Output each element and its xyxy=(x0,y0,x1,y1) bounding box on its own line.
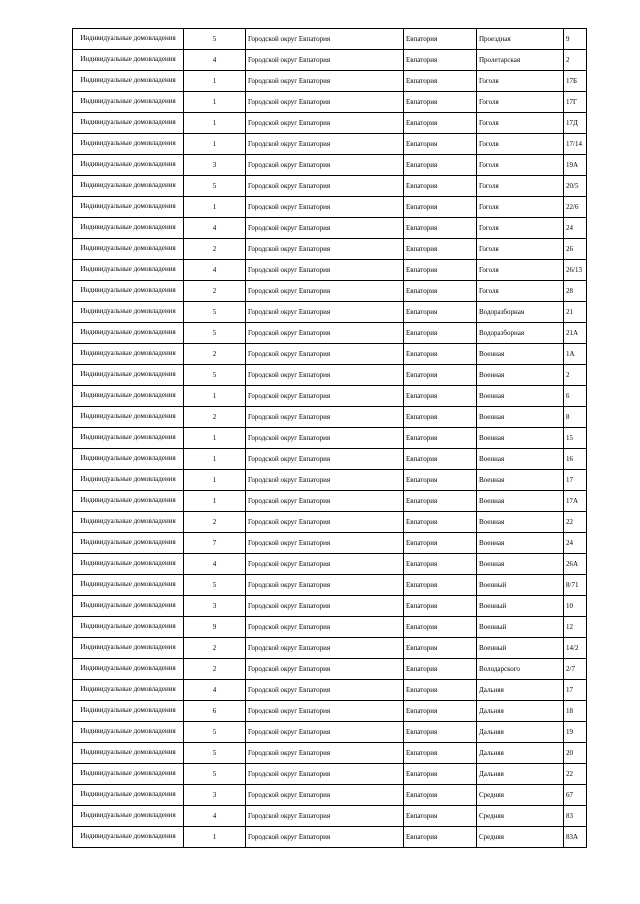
house-number-cell: 22 xyxy=(564,764,587,785)
city-cell: Евпатория xyxy=(404,71,477,92)
housing-type-cell: Индивидуальные домовладения xyxy=(73,554,184,575)
district-cell: Городской округ Евпатория xyxy=(246,50,404,71)
count-cell: 7 xyxy=(184,533,246,554)
district-cell: Городской округ Евпатория xyxy=(246,386,404,407)
count-cell: 5 xyxy=(184,722,246,743)
housing-type-cell: Индивидуальные домовладения xyxy=(73,470,184,491)
table-row xyxy=(73,281,587,302)
table-row xyxy=(73,428,587,449)
housing-type-cell: Индивидуальные домовладения xyxy=(73,92,184,113)
housing-type-cell: Индивидуальные домовладения xyxy=(73,386,184,407)
house-number-cell: 83А xyxy=(564,827,587,848)
street-cell: Гоголя xyxy=(477,155,564,176)
house-number-cell: 20 xyxy=(564,743,587,764)
house-number-cell: 16 xyxy=(564,449,587,470)
table-row xyxy=(73,764,587,785)
city-cell: Евпатория xyxy=(404,155,477,176)
count-cell: 2 xyxy=(184,344,246,365)
district-cell: Городской округ Евпатория xyxy=(246,29,404,50)
house-number-cell: 17Г xyxy=(564,92,587,113)
city-cell: Евпатория xyxy=(404,386,477,407)
house-number-cell: 19 xyxy=(564,722,587,743)
table-row xyxy=(73,701,587,722)
count-cell: 5 xyxy=(184,365,246,386)
street-cell: Военная xyxy=(477,512,564,533)
district-cell: Городской округ Евпатория xyxy=(246,323,404,344)
district-cell: Городской округ Евпатория xyxy=(246,701,404,722)
housing-type-cell: Индивидуальные домовладения xyxy=(73,512,184,533)
city-cell: Евпатория xyxy=(404,827,477,848)
count-cell: 5 xyxy=(184,575,246,596)
count-cell: 1 xyxy=(184,197,246,218)
district-cell: Городской округ Евпатория xyxy=(246,155,404,176)
table-row xyxy=(73,176,587,197)
district-cell: Городской округ Евпатория xyxy=(246,638,404,659)
housing-type-cell: Индивидуальные домовладения xyxy=(73,239,184,260)
city-cell: Евпатория xyxy=(404,176,477,197)
city-cell: Евпатория xyxy=(404,260,477,281)
district-cell: Городской округ Евпатория xyxy=(246,197,404,218)
table-row xyxy=(73,386,587,407)
city-cell: Евпатория xyxy=(404,281,477,302)
count-cell: 3 xyxy=(184,155,246,176)
street-cell: Военная xyxy=(477,533,564,554)
street-cell: Водоразборная xyxy=(477,323,564,344)
register-body xyxy=(73,29,587,848)
city-cell: Евпатория xyxy=(404,701,477,722)
count-cell: 1 xyxy=(184,113,246,134)
count-cell: 4 xyxy=(184,680,246,701)
housing-type-cell: Индивидуальные домовладения xyxy=(73,764,184,785)
table-row xyxy=(73,512,587,533)
count-cell: 2 xyxy=(184,638,246,659)
street-cell: Военная xyxy=(477,470,564,491)
house-number-cell: 2/7 xyxy=(564,659,587,680)
house-number-cell: 83 xyxy=(564,806,587,827)
housing-type-cell: Индивидуальные домовладения xyxy=(73,449,184,470)
housing-type-cell: Индивидуальные домовладения xyxy=(73,71,184,92)
city-cell: Евпатория xyxy=(404,29,477,50)
table-row xyxy=(73,113,587,134)
street-cell: Проездная xyxy=(477,29,564,50)
count-cell: 2 xyxy=(184,281,246,302)
table-row xyxy=(73,680,587,701)
city-cell: Евпатория xyxy=(404,554,477,575)
street-cell: Дальняя xyxy=(477,743,564,764)
city-cell: Евпатория xyxy=(404,50,477,71)
city-cell: Евпатория xyxy=(404,512,477,533)
city-cell: Евпатория xyxy=(404,407,477,428)
district-cell: Городской округ Евпатория xyxy=(246,554,404,575)
district-cell: Городской округ Евпатория xyxy=(246,806,404,827)
district-cell: Городской округ Евпатория xyxy=(246,344,404,365)
street-cell: Военная xyxy=(477,344,564,365)
house-number-cell: 8/71 xyxy=(564,575,587,596)
street-cell: Военная xyxy=(477,407,564,428)
street-cell: Военный xyxy=(477,575,564,596)
table-row xyxy=(73,659,587,680)
city-cell: Евпатория xyxy=(404,239,477,260)
count-cell: 1 xyxy=(184,449,246,470)
district-cell: Городской округ Евпатория xyxy=(246,659,404,680)
street-cell: Дальняя xyxy=(477,764,564,785)
house-number-cell: 12 xyxy=(564,617,587,638)
city-cell: Евпатория xyxy=(404,134,477,155)
count-cell: 1 xyxy=(184,428,246,449)
table-row xyxy=(73,785,587,806)
house-number-cell: 10 xyxy=(564,596,587,617)
table-row xyxy=(73,491,587,512)
district-cell: Городской округ Евпатория xyxy=(246,239,404,260)
count-cell: 4 xyxy=(184,50,246,71)
district-cell: Городской округ Евпатория xyxy=(246,92,404,113)
housing-type-cell: Индивидуальные домовладения xyxy=(73,722,184,743)
district-cell: Городской округ Евпатория xyxy=(246,428,404,449)
housing-type-cell: Индивидуальные домовладения xyxy=(73,365,184,386)
street-cell: Гоголя xyxy=(477,134,564,155)
housing-type-cell: Индивидуальные домовладения xyxy=(73,827,184,848)
table-row xyxy=(73,743,587,764)
housing-type-cell: Индивидуальные домовладения xyxy=(73,428,184,449)
count-cell: 4 xyxy=(184,806,246,827)
housing-type-cell: Индивидуальные домовладения xyxy=(73,134,184,155)
district-cell: Городской округ Евпатория xyxy=(246,134,404,155)
city-cell: Евпатория xyxy=(404,596,477,617)
house-number-cell: 24 xyxy=(564,218,587,239)
street-cell: Гоголя xyxy=(477,218,564,239)
count-cell: 1 xyxy=(184,386,246,407)
house-number-cell: 67 xyxy=(564,785,587,806)
table-row xyxy=(73,71,587,92)
street-cell: Военная xyxy=(477,386,564,407)
city-cell: Евпатория xyxy=(404,722,477,743)
table-row xyxy=(73,806,587,827)
city-cell: Евпатория xyxy=(404,806,477,827)
street-cell: Гоголя xyxy=(477,71,564,92)
house-number-cell: 26А xyxy=(564,554,587,575)
table-row xyxy=(73,617,587,638)
table-row xyxy=(73,449,587,470)
housing-type-cell: Индивидуальные домовладения xyxy=(73,806,184,827)
table-row xyxy=(73,554,587,575)
city-cell: Евпатория xyxy=(404,533,477,554)
housing-type-cell: Индивидуальные домовладения xyxy=(73,680,184,701)
city-cell: Евпатория xyxy=(404,470,477,491)
district-cell: Городской округ Евпатория xyxy=(246,176,404,197)
housing-type-cell: Индивидуальные домовладения xyxy=(73,197,184,218)
city-cell: Евпатория xyxy=(404,491,477,512)
house-number-cell: 17А xyxy=(564,491,587,512)
street-cell: Военный xyxy=(477,617,564,638)
housing-type-cell: Индивидуальные домовладения xyxy=(73,218,184,239)
table-row xyxy=(73,596,587,617)
street-cell: Средняя xyxy=(477,806,564,827)
district-cell: Городской округ Евпатория xyxy=(246,785,404,806)
housing-type-cell: Индивидуальные домовладения xyxy=(73,176,184,197)
street-cell: Военная xyxy=(477,449,564,470)
house-number-cell: 14/2 xyxy=(564,638,587,659)
house-number-cell: 17Д xyxy=(564,113,587,134)
housing-type-cell: Индивидуальные домовладения xyxy=(73,575,184,596)
housing-type-cell: Индивидуальные домовладения xyxy=(73,155,184,176)
district-cell: Городской округ Евпатория xyxy=(246,533,404,554)
house-number-cell: 22 xyxy=(564,512,587,533)
street-cell: Средняя xyxy=(477,827,564,848)
housing-type-cell: Индивидуальные домовладения xyxy=(73,638,184,659)
table-row xyxy=(73,218,587,239)
district-cell: Городской округ Евпатория xyxy=(246,617,404,638)
count-cell: 5 xyxy=(184,764,246,785)
district-cell: Городской округ Евпатория xyxy=(246,71,404,92)
count-cell: 1 xyxy=(184,92,246,113)
street-cell: Володарского xyxy=(477,659,564,680)
table-row xyxy=(73,260,587,281)
house-number-cell: 6 xyxy=(564,386,587,407)
district-cell: Городской округ Евпатория xyxy=(246,491,404,512)
city-cell: Евпатория xyxy=(404,449,477,470)
house-number-cell: 22/6 xyxy=(564,197,587,218)
street-cell: Средняя xyxy=(477,785,564,806)
city-cell: Евпатория xyxy=(404,113,477,134)
district-cell: Городской округ Евпатория xyxy=(246,449,404,470)
table-row xyxy=(73,533,587,554)
count-cell: 1 xyxy=(184,827,246,848)
house-number-cell: 24 xyxy=(564,533,587,554)
street-cell: Гоголя xyxy=(477,281,564,302)
street-cell: Гоголя xyxy=(477,197,564,218)
city-cell: Евпатория xyxy=(404,617,477,638)
district-cell: Городской округ Евпатория xyxy=(246,827,404,848)
housing-type-cell: Индивидуальные домовладения xyxy=(73,785,184,806)
count-cell: 1 xyxy=(184,491,246,512)
street-cell: Дальняя xyxy=(477,701,564,722)
street-cell: Военная xyxy=(477,554,564,575)
housing-type-cell: Индивидуальные домовладения xyxy=(73,113,184,134)
table-row xyxy=(73,365,587,386)
house-number-cell: 20/5 xyxy=(564,176,587,197)
housing-type-cell: Индивидуальные домовладения xyxy=(73,491,184,512)
housing-type-cell: Индивидуальные домовладения xyxy=(73,260,184,281)
house-number-cell: 2 xyxy=(564,365,587,386)
count-cell: 5 xyxy=(184,176,246,197)
district-cell: Городской округ Евпатория xyxy=(246,680,404,701)
city-cell: Евпатория xyxy=(404,575,477,596)
house-number-cell: 21А xyxy=(564,323,587,344)
housing-type-cell: Индивидуальные домовладения xyxy=(73,701,184,722)
city-cell: Евпатория xyxy=(404,428,477,449)
count-cell: 5 xyxy=(184,29,246,50)
count-cell: 4 xyxy=(184,554,246,575)
address-register-table xyxy=(72,28,587,848)
table-row xyxy=(73,302,587,323)
street-cell: Гоголя xyxy=(477,260,564,281)
count-cell: 3 xyxy=(184,596,246,617)
district-cell: Городской округ Евпатория xyxy=(246,365,404,386)
count-cell: 4 xyxy=(184,218,246,239)
table-row xyxy=(73,638,587,659)
district-cell: Городской округ Евпатория xyxy=(246,281,404,302)
city-cell: Евпатория xyxy=(404,197,477,218)
table-row xyxy=(73,29,587,50)
street-cell: Дальняя xyxy=(477,680,564,701)
count-cell: 2 xyxy=(184,659,246,680)
house-number-cell: 28 xyxy=(564,281,587,302)
housing-type-cell: Индивидуальные домовладения xyxy=(73,659,184,680)
district-cell: Городской округ Евпатория xyxy=(246,512,404,533)
city-cell: Евпатория xyxy=(404,365,477,386)
house-number-cell: 1А xyxy=(564,344,587,365)
count-cell: 5 xyxy=(184,323,246,344)
house-number-cell: 17/14 xyxy=(564,134,587,155)
city-cell: Евпатория xyxy=(404,680,477,701)
street-cell: Военный xyxy=(477,638,564,659)
housing-type-cell: Индивидуальные домовладения xyxy=(73,743,184,764)
housing-type-cell: Индивидуальные домовладения xyxy=(73,533,184,554)
housing-type-cell: Индивидуальные домовладения xyxy=(73,617,184,638)
city-cell: Евпатория xyxy=(404,659,477,680)
district-cell: Городской округ Евпатория xyxy=(246,113,404,134)
table-row xyxy=(73,407,587,428)
count-cell: 5 xyxy=(184,302,246,323)
street-cell: Военная xyxy=(477,365,564,386)
city-cell: Евпатория xyxy=(404,92,477,113)
house-number-cell: 15 xyxy=(564,428,587,449)
housing-type-cell: Индивидуальные домовладения xyxy=(73,50,184,71)
district-cell: Городской округ Евпатория xyxy=(246,764,404,785)
house-number-cell: 17 xyxy=(564,680,587,701)
housing-type-cell: Индивидуальные домовладения xyxy=(73,596,184,617)
table-row xyxy=(73,239,587,260)
house-number-cell: 26/13 xyxy=(564,260,587,281)
city-cell: Евпатория xyxy=(404,323,477,344)
city-cell: Евпатория xyxy=(404,764,477,785)
district-cell: Городской округ Евпатория xyxy=(246,260,404,281)
housing-type-cell: Индивидуальные домовладения xyxy=(73,344,184,365)
count-cell: 1 xyxy=(184,470,246,491)
street-cell: Гоголя xyxy=(477,113,564,134)
count-cell: 1 xyxy=(184,71,246,92)
house-number-cell: 2 xyxy=(564,50,587,71)
street-cell: Гоголя xyxy=(477,92,564,113)
housing-type-cell: Индивидуальные домовладения xyxy=(73,281,184,302)
district-cell: Городской округ Евпатория xyxy=(246,407,404,428)
street-cell: Дальняя xyxy=(477,722,564,743)
street-cell: Гоголя xyxy=(477,176,564,197)
table-row xyxy=(73,50,587,71)
count-cell: 5 xyxy=(184,743,246,764)
housing-type-cell: Индивидуальные домовладения xyxy=(73,29,184,50)
count-cell: 6 xyxy=(184,701,246,722)
count-cell: 3 xyxy=(184,785,246,806)
housing-type-cell: Индивидуальные домовладения xyxy=(73,302,184,323)
house-number-cell: 21 xyxy=(564,302,587,323)
table-row xyxy=(73,344,587,365)
house-number-cell: 17 xyxy=(564,470,587,491)
house-number-cell: 9 xyxy=(564,29,587,50)
street-cell: Военный xyxy=(477,596,564,617)
table-row xyxy=(73,197,587,218)
count-cell: 2 xyxy=(184,239,246,260)
table-row xyxy=(73,470,587,491)
count-cell: 2 xyxy=(184,407,246,428)
city-cell: Евпатория xyxy=(404,302,477,323)
district-cell: Городской округ Евпатория xyxy=(246,575,404,596)
table-row xyxy=(73,92,587,113)
city-cell: Евпатория xyxy=(404,785,477,806)
table-row xyxy=(73,323,587,344)
city-cell: Евпатория xyxy=(404,218,477,239)
street-cell: Пролетарская xyxy=(477,50,564,71)
housing-type-cell: Индивидуальные домовладения xyxy=(73,323,184,344)
count-cell: 4 xyxy=(184,260,246,281)
city-cell: Евпатория xyxy=(404,743,477,764)
house-number-cell: 8 xyxy=(564,407,587,428)
housing-type-cell: Индивидуальные домовладения xyxy=(73,407,184,428)
house-number-cell: 19А xyxy=(564,155,587,176)
house-number-cell: 17Б xyxy=(564,71,587,92)
street-cell: Водоразборная xyxy=(477,302,564,323)
house-number-cell: 26 xyxy=(564,239,587,260)
count-cell: 2 xyxy=(184,512,246,533)
count-cell: 1 xyxy=(184,134,246,155)
house-number-cell: 18 xyxy=(564,701,587,722)
street-cell: Военная xyxy=(477,491,564,512)
count-cell: 9 xyxy=(184,617,246,638)
table-row xyxy=(73,827,587,848)
district-cell: Городской округ Евпатория xyxy=(246,722,404,743)
city-cell: Евпатория xyxy=(404,638,477,659)
table-row xyxy=(73,722,587,743)
table-row xyxy=(73,155,587,176)
street-cell: Гоголя xyxy=(477,239,564,260)
district-cell: Городской округ Евпатория xyxy=(246,302,404,323)
district-cell: Городской округ Евпатория xyxy=(246,743,404,764)
district-cell: Городской округ Евпатория xyxy=(246,218,404,239)
table-row xyxy=(73,575,587,596)
city-cell: Евпатория xyxy=(404,344,477,365)
district-cell: Городской округ Евпатория xyxy=(246,596,404,617)
district-cell: Городской округ Евпатория xyxy=(246,470,404,491)
street-cell: Военная xyxy=(477,428,564,449)
table-row xyxy=(73,134,587,155)
